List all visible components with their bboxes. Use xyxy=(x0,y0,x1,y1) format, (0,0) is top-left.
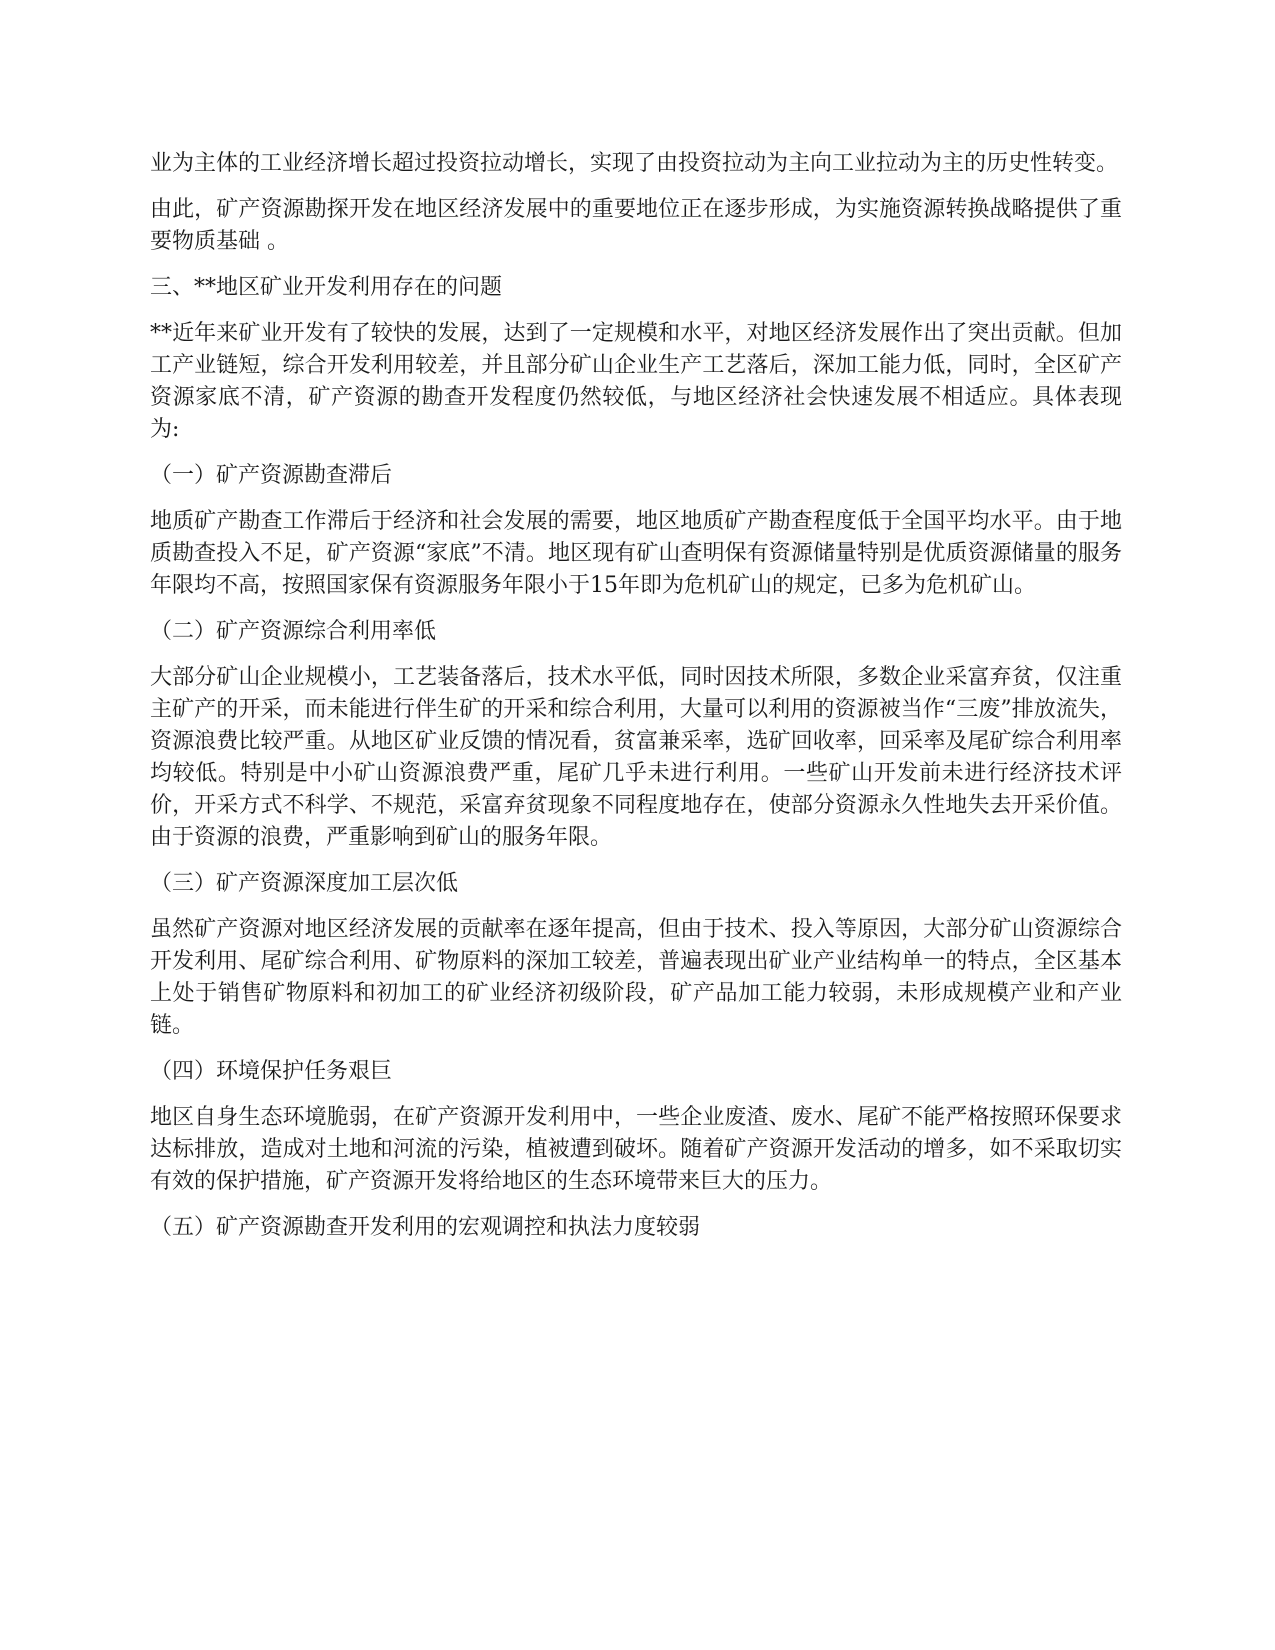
section-heading-problems: 三、**地区矿业开发利用存在的问题 xyxy=(150,275,503,300)
paragraph-3: 虽然矿产资源对地区经济发展的贡献率在逐年提高，但由于技术、投入等原因，大部分矿山资源综合开发利用、尾矿综合利用、矿物原料的深加工较差，普遍表现出矿业产业结构单一的特点，全区基本上处于销售矿物原料和初加工的矿业经济初级阶段，矿产品加工能力较弱，未形成规模产业和产业链。 xyxy=(150,917,1122,1038)
subheading-4: （四）环境保护任务艰巨 xyxy=(150,1059,393,1084)
paragraph-4: 地区自身生态环境脆弱，在矿产资源开发利用中，一些企业废渣、废水、尾矿不能严格按照环保要求达标排放，造成对土地和河流的污染，植被遭到破坏。随着矿产资源开发活动的增多，如不采取切实有效的保护措施，矿产资源开发将给地区的生态环境带来巨大的压力。 xyxy=(150,1105,1122,1194)
paragraph-problems-intro: **近年来矿业开发有了较快的发展，达到了一定规模和水平，对地区经济发展作出了突出贡献。但加工产业链短，综合开发利用较差，并且部分矿山企业生产工艺落后，深加工能力低，同时，全区矿产资源家底不清，矿产资源的勘查开发程度仍然较低，与地区经济社会快速发展不相适应。具体表现为: xyxy=(150,321,1122,442)
paragraph-continuation: 业为主体的工业经济增长超过投资拉动增长，实现了由投资拉动为主向工业拉动为主的历史性转变。 xyxy=(150,151,1119,176)
subheading-1: （一）矿产资源勘查滞后 xyxy=(150,463,393,488)
subheading-2: （二）矿产资源综合利用率低 xyxy=(150,619,437,644)
paragraph-resource-status: 由此，矿产资源勘探开发在地区经济发展中的重要地位正在逐步形成，为实施资源转换战略提供了重要物质基础 。 xyxy=(150,197,1122,254)
paragraph-1: 地质矿产勘查工作滞后于经济和社会发展的需要，地区地质矿产勘查程度低于全国平均水平。由于地质勘查投入不足，矿产资源“家底”不清。地区现有矿山查明保有资源储量特别是优质资源储量的服务年限均不高，按照国家保有资源服务年限小于15年即为危机矿山的规定，已多为危机矿山。 xyxy=(150,509,1122,598)
paragraph-2: 大部分矿山企业规模小，工艺装备落后，技术水平低，同时因技术所限，多数企业采富弃贫，仅注重主矿产的开采，而未能进行伴生矿的开采和综合利用，大量可以利用的资源被当作“三废”排放流失，资源浪费比较严重。从地区矿业反馈的情况看，贫富兼采率，选矿回收率，回采率及尾矿综合利用率均较低。特别是中小矿山资源浪费严重，尾矿几乎未进行利用。一些矿山开发前未进行经济技术评价，开采方式不科学、不规范，采富弃贫现象不同程度地存在，使部分资源永久性地失去开采价值。由于资源的浪费，严重影响到矿山的服务年限。 xyxy=(150,665,1122,850)
subheading-3: （三）矿产资源深度加工层次低 xyxy=(150,871,459,896)
subheading-5: （五）矿产资源勘查开发利用的宏观调控和执法力度较弱 xyxy=(150,1215,701,1240)
document-page xyxy=(150,148,1122,1258)
